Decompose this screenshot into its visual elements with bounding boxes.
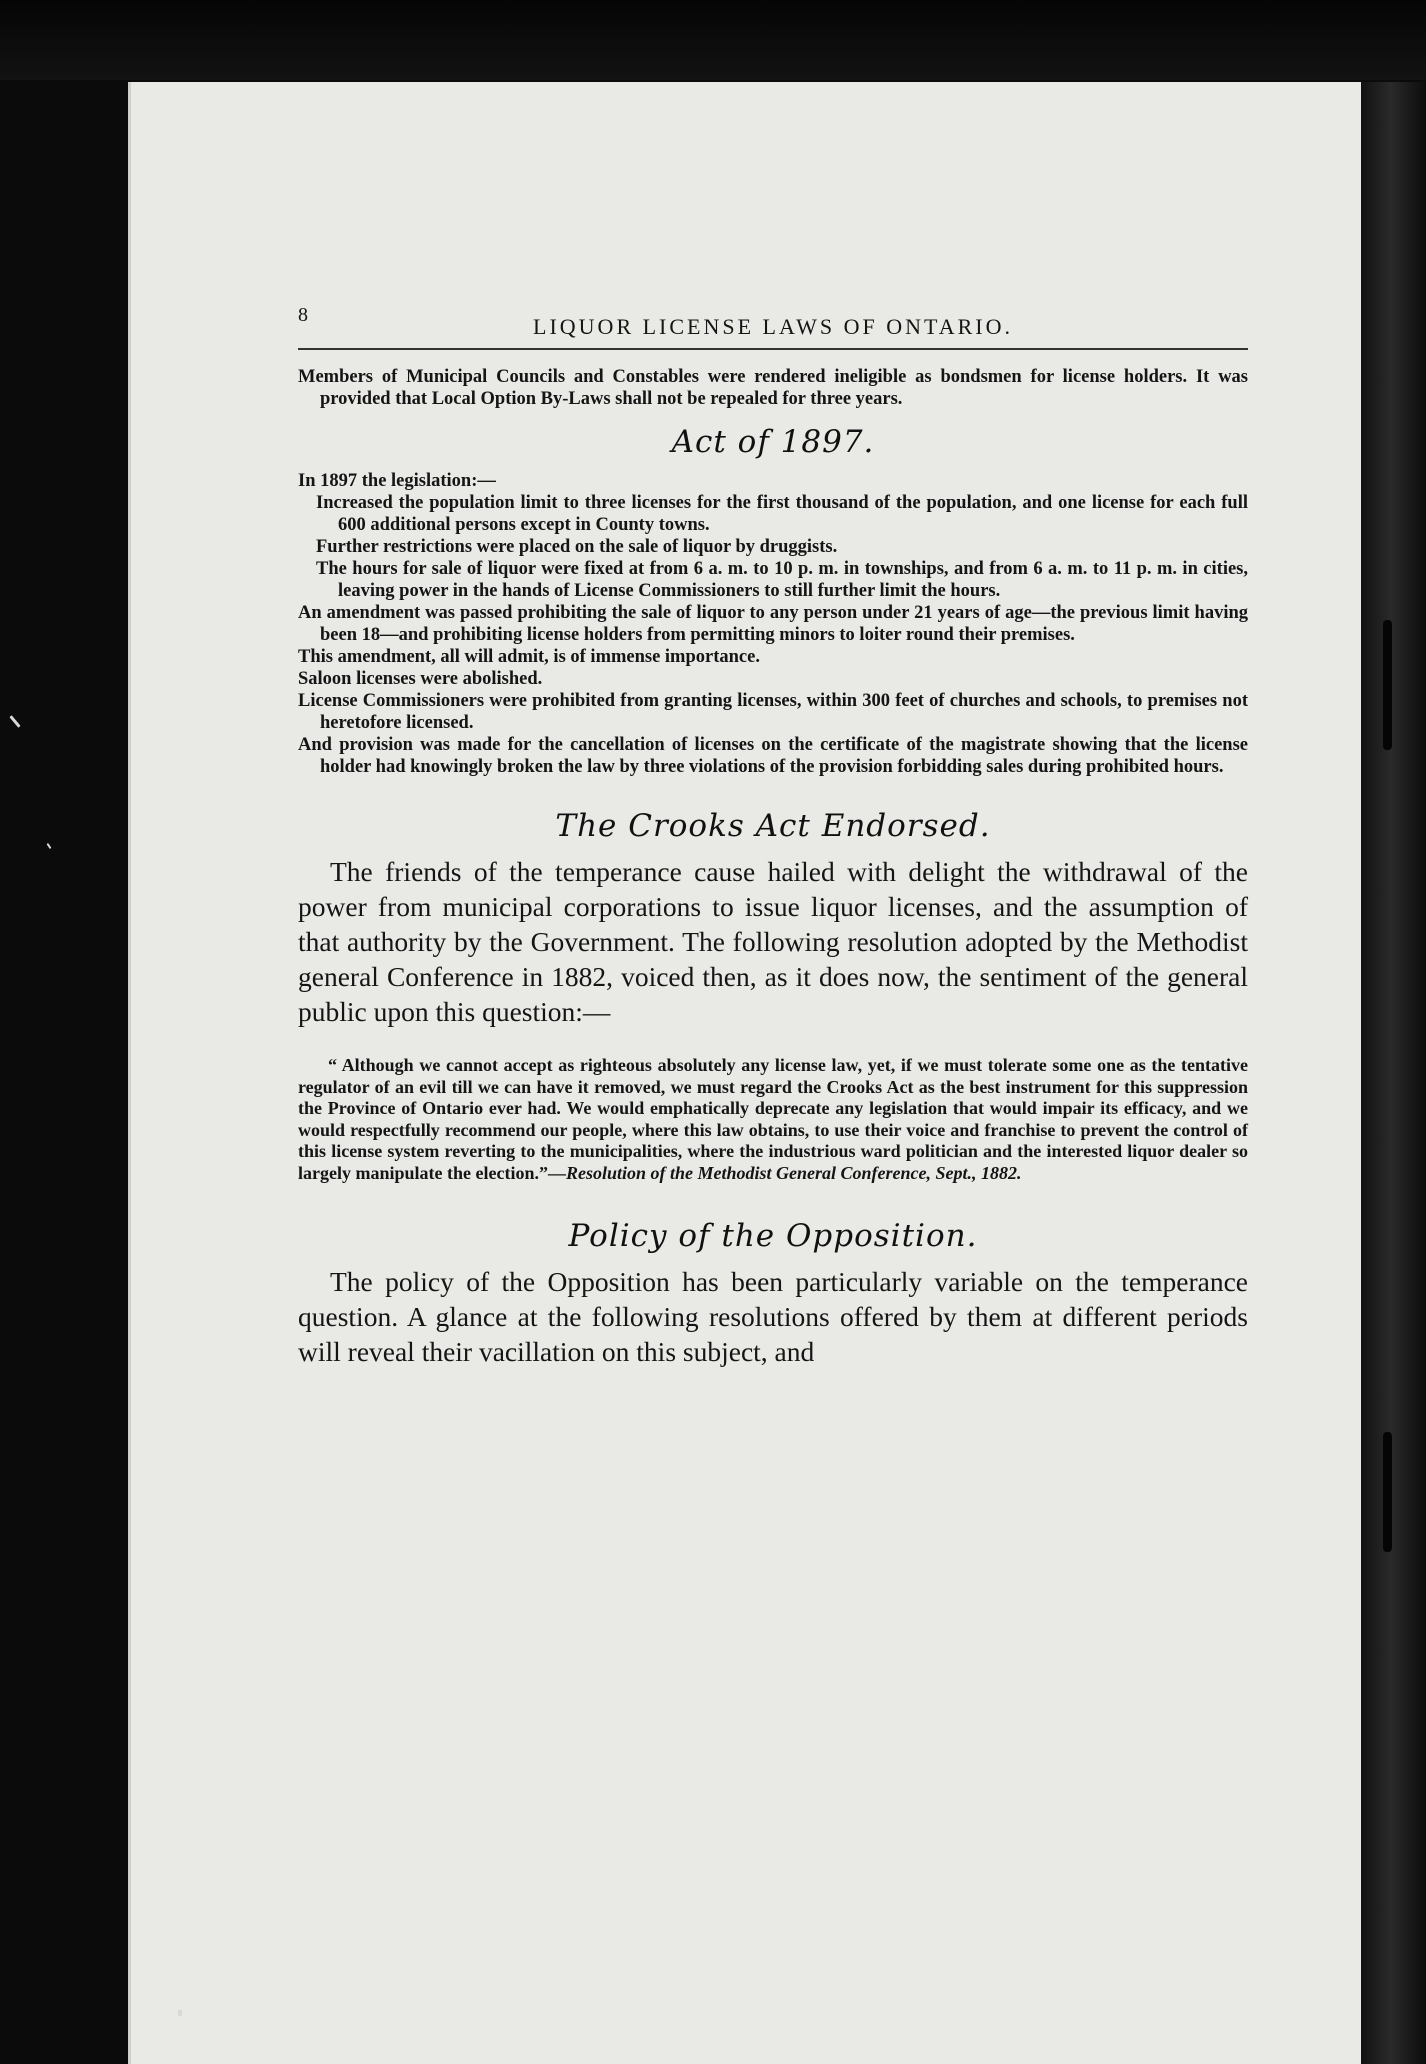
book-spine-shadow bbox=[1361, 82, 1426, 2064]
opposition-paragraph: The policy of the Opposition has been particularly variable on the temperance question. A glance at the following resolutions offered by them at different periods will reveal their vacillation on this subject, and bbox=[298, 1266, 1248, 1367]
page-number: 8 bbox=[298, 304, 308, 326]
running-title: LIQUOR LICENSE LAWS OF ONTARIO. bbox=[533, 314, 1013, 339]
spine-mark-upper bbox=[1383, 620, 1392, 750]
list-item: This amendment, all will admit, is of immense importance. bbox=[298, 647, 760, 667]
intro-paragraph: Members of Municipal Councils and Constables were rendered ineligible as bondsmen for license holders. It was provided that Local Option By-Laws shall not be repealed for three years. bbox=[298, 367, 1248, 409]
quote-source: Resolution of the Methodist General Conference, Sept., 1882. bbox=[565, 1162, 1022, 1183]
section-heading-opposition: Policy of the Opposition. bbox=[568, 1218, 978, 1254]
scan-border-top bbox=[0, 0, 1426, 80]
list-item: Further restrictions were placed on the sale of liquor by druggists. bbox=[316, 537, 838, 557]
list-item: Increased the population limit to three licenses for the first thousand of the population, and one license for each full 600 additional persons except in County towns. bbox=[316, 493, 1248, 535]
crooks-act-paragraph: The friends of the temperance cause hailed with delight the withdrawal of the power from municipal corporations to issue liquor licenses, and the assumption of that authority by the Government. The following resolution adopted by the Methodist general Conference in 1882, voiced then, as it does now, the sentiment of the general public upon this question:— bbox=[298, 856, 1248, 1027]
list-item: And provision was made for the cancellation of licenses on the certificate of the magistrate showing that the license holder had knowingly broken the law by three violations of the provision forbidding sales during prohibited hours. bbox=[298, 735, 1248, 777]
quote-text: “ Although we cannot accept as righteous absolutely any license law, yet, if we must tolerate some one as the tentative regulator of an evil till we can have it removed, we must regard the Crooks Act as the best instrument for this suppression the Province of Ontario ever had. We would emphatically deprecate any legislation that would impair its efficacy, and we would respectfully recommend our people, where this law obtains, to use their voice and franchise to prevent the control of this license system reverting to the municipalities, where the industrious ward politician and the interested liquor dealer so largely manipulate the election.”— bbox=[298, 1055, 1248, 1183]
scan-speck bbox=[46, 843, 51, 849]
act-1897-lead: In 1897 the legislation:— bbox=[298, 471, 496, 491]
page-content bbox=[298, 290, 1248, 1369]
list-item: Saloon licenses were abolished. bbox=[298, 669, 543, 689]
act-1897-list bbox=[298, 492, 1248, 778]
list-item: An amendment was passed prohibiting the sale of liquor to any person under 21 years of age—the previous limit having been 18—and prohibiting license holders from permitting minors to loiter round their premises. bbox=[298, 603, 1248, 645]
conference-resolution-quote bbox=[298, 1055, 1248, 1184]
section-heading-act-1897: Act of 1897. bbox=[671, 424, 875, 460]
running-header bbox=[298, 290, 1248, 350]
spine-mark-lower bbox=[1383, 1432, 1392, 1552]
section-heading-crooks-act: The Crooks Act Endorsed. bbox=[555, 808, 991, 844]
list-item: License Commissioners were prohibited from granting licenses, within 300 feet of churches and schools, to premises not heretofore licensed. bbox=[298, 691, 1248, 733]
scan-speck bbox=[178, 2010, 182, 2016]
scan-speck bbox=[9, 715, 20, 728]
list-item: The hours for sale of liquor were fixed at from 6 a. m. to 10 p. m. in townships, and from 6 a. m. to 11 p. m. in cities, leaving power in the hands of License Commissioners to still further limit the hours. bbox=[316, 559, 1248, 601]
